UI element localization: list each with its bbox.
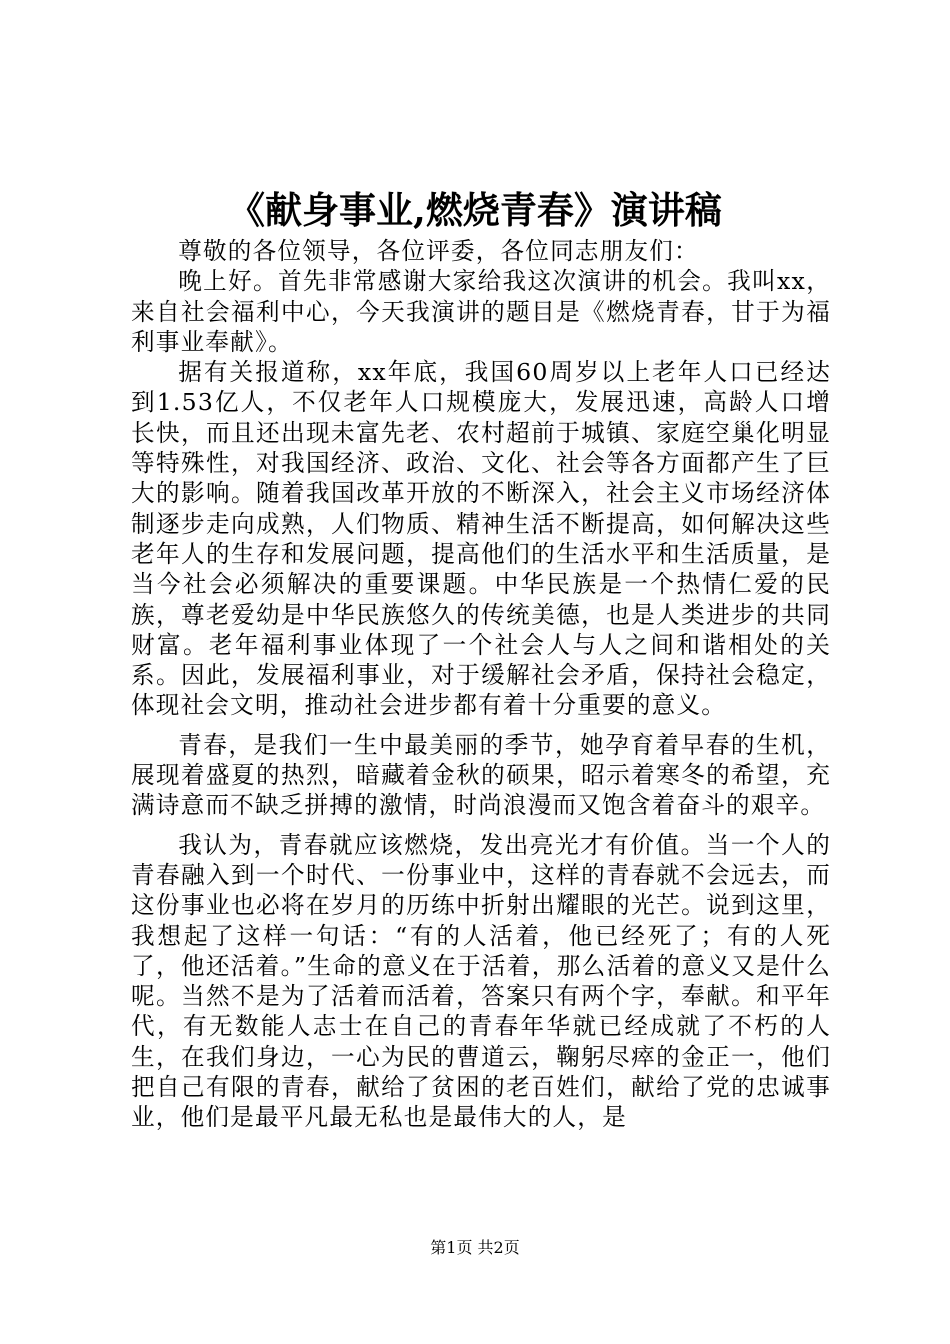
youth-paragraph: 青春，是我们一生中最美丽的季节，她孕育着早春的生机，展现着盛夏的热烈，暗藏着金秋的硕果，昭示着寒冬的希望，充满诗意而不缺乏拼搏的激情，时尚浪漫而又饱含着奋斗的艰辛。 (131, 730, 831, 820)
greeting-paragraph: 尊敬的各位领导，各位评委，各位同志朋友们： (178, 237, 699, 265)
document-body (131, 236, 831, 1133)
dedication-paragraph: 我认为，青春就应该燃烧，发出亮光才有价值。当一个人的青春融入到一个时代、一份事业中，这样的青春就不会远去，而这份事业也必将在岁月的历练中折射出耀眼的光芒。说到这里，我想起了这样一句话：“有的人活着，他已经死了；有的人死了，他还活着。”生命的意义在于活着，那么活着的意义又是什么呢。当然不是为了活着而活着，答案只有两个字，奉献。和平年代，有无数能人志士在自己的青春年华就已经成就了不朽的人生，在我们身边，一心为民的曹道云，鞠躬尽瘁的金正一，他们把自己有限的青春，献给了贫困的老百姓们，献给了党的忠诚事业，他们是最平凡最无私也是最伟大的人，是 (131, 830, 831, 1132)
intro-paragraph: 晚上好。首先非常感谢大家给我这次演讲的机会。我叫xx，来自社会福利中心，今天我演讲的题目是《燃烧青春，甘于为福利事业奉献》。 (131, 267, 831, 356)
document-title: 《献身事业,燃烧青春》演讲稿 (228, 188, 722, 232)
page-footer: 第1页 共2页 (430, 1238, 520, 1257)
report-paragraph: 据有关报道称，xx年底，我国60周岁以上老年人口已经达到1.53亿人，不仅老年人口规模庞大，发展迅速，高龄人口增长快，而且还出现未富先老、农村超前于城镇、家庭空巢化明显等特殊性，对我国经济、政治、文化、社会等各方面都产生了巨大的影响。随着我国改革开放的不断深入，社会主义市场经济体制逐步走向成熟，人们物质、精神生活不断提高，如何解决这些老年人的生存和发展问题，提高他们的生活水平和生活质量，是当今社会必须解决的重要课题。中华民族是一个热情仁爱的民族，尊老爱幼是中华民族悠久的传统美德，也是人类进步的共同财富。老年福利事业体现了一个社会人与人之间和谐相处的关系。因此，发展福利事业，对于缓解社会矛盾，保持社会稳定，体现社会文明，推动社会进步都有着十分重要的意义。 (131, 358, 831, 720)
